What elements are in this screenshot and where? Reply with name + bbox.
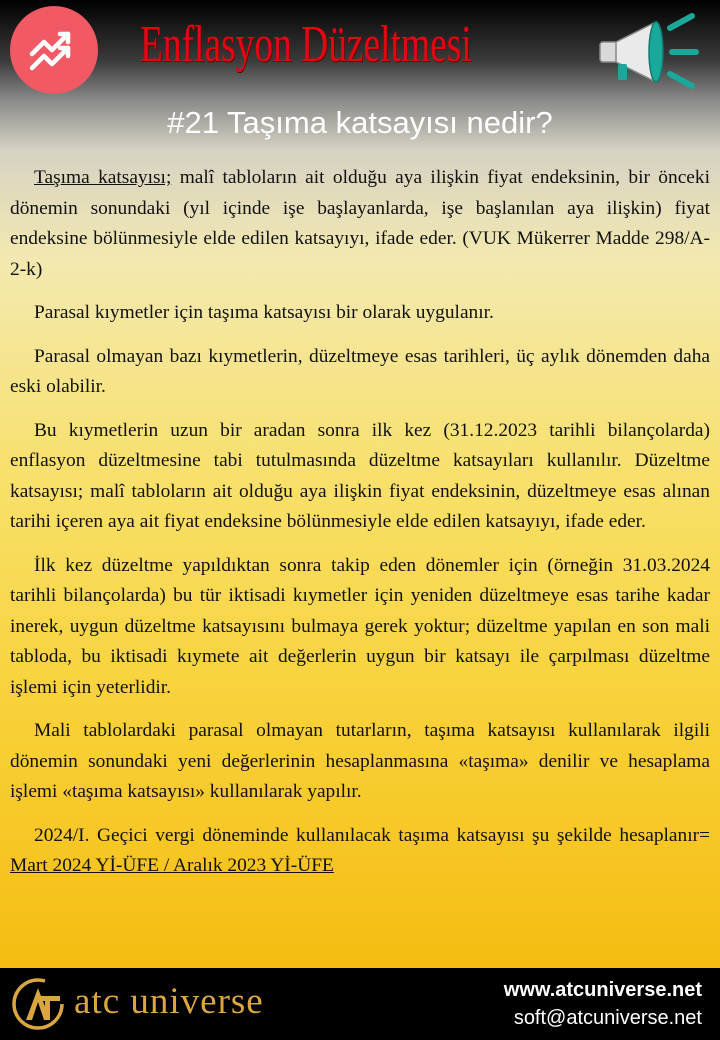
megaphone-icon bbox=[596, 8, 702, 90]
paragraph-6: Mali tablolardaki parasal olmayan tutarların, taşıma katsayısı kullanılarak ilgili dönemin sonundaki yeni değerlerinin hesaplanmasına «taşıma» denilir ve hesaplama işlemi «taşıma katsayısı» kullanılarak yapılır. bbox=[10, 720, 710, 802]
paragraph-2: Parasal kıymetler için taşıma katsayısı bir olarak uygulanır. bbox=[34, 302, 494, 323]
page-title: Enflasyon Düzeltmesi bbox=[140, 16, 472, 73]
paragraph-7 bbox=[10, 821, 710, 882]
article-body bbox=[10, 163, 710, 895]
paragraph-4: Bu kıymetlerin uzun bir aradan sonra ilk kez (31.12.2023 tarihli bilançolarda) enflasyon düzeltmesine tabi tutulmasında düzeltme katsayıları kullanılır. Düzeltme katsayısı; malî tabloların ait olduğu aya ilişkin fiyat endeksinin, düzeltmeye esas alınan tarihi içeren aya ait fiyat endeksine bölünmesiyle elde edilen katsayıyı, ifade eder. bbox=[10, 419, 710, 532]
paragraph-1 bbox=[10, 163, 710, 285]
website-link[interactable]: www.atcuniverse.net bbox=[503, 979, 702, 1001]
paragraph-7-text: 2024/I. Geçici vergi döneminde kullanılacak taşıma katsayısı şu şekilde hesaplanır= bbox=[34, 824, 710, 846]
formula: Mart 2024 Yİ-ÜFE / Aralık 2023 Yİ-ÜFE bbox=[10, 855, 334, 876]
atc-logo-icon bbox=[10, 976, 66, 1032]
paragraph-5: İlk kez düzeltme yapıldıktan sonra takip eden dönemler için (örneğin 31.03.2024 tarihli bilançolarda) bu tür iktisadi kıymetler için yeniden düzeltmeye esas tarihe kadar inerek, uygun düzeltme katsayısını bulmaya gerek yoktur; düzeltme yapılan en son mali tabloda, bu iktisadi kıymete ait değerlerin uygun bir katsayı ile çarpılması düzeltme işlemi için yeterlidir. bbox=[10, 554, 710, 698]
paragraph-1-text: malî tabloların ait olduğu aya ilişkin fiyat endeksinin, bir önceki dönemin sonundaki (yıl içinde işe başlayanlarda, işe başlanılan aya ilişkin) fiyat endeksine bölünmesiyle elde edilen katsayıyı, ifade eder. (VUK Mükerrer Madde 298/A-2-k) bbox=[10, 167, 710, 280]
paragraph-3: Parasal olmayan bazı kıymetlerin, düzeltmeye esas tarihleri, üç aylık dönemden daha eski olabilir. bbox=[10, 345, 710, 397]
term-tasima-katsayisi: Taşıma katsayısı; bbox=[34, 167, 172, 188]
email-link[interactable]: soft@atcuniverse.net bbox=[513, 1007, 702, 1029]
subtitle: #21 Taşıma katsayısı nedir? bbox=[167, 105, 553, 140]
contact-info bbox=[504, 976, 702, 1032]
footer bbox=[0, 968, 720, 1040]
trending-up-badge bbox=[10, 6, 98, 94]
brand-name: atc universe bbox=[74, 981, 264, 1022]
trending-up-icon bbox=[10, 6, 98, 94]
